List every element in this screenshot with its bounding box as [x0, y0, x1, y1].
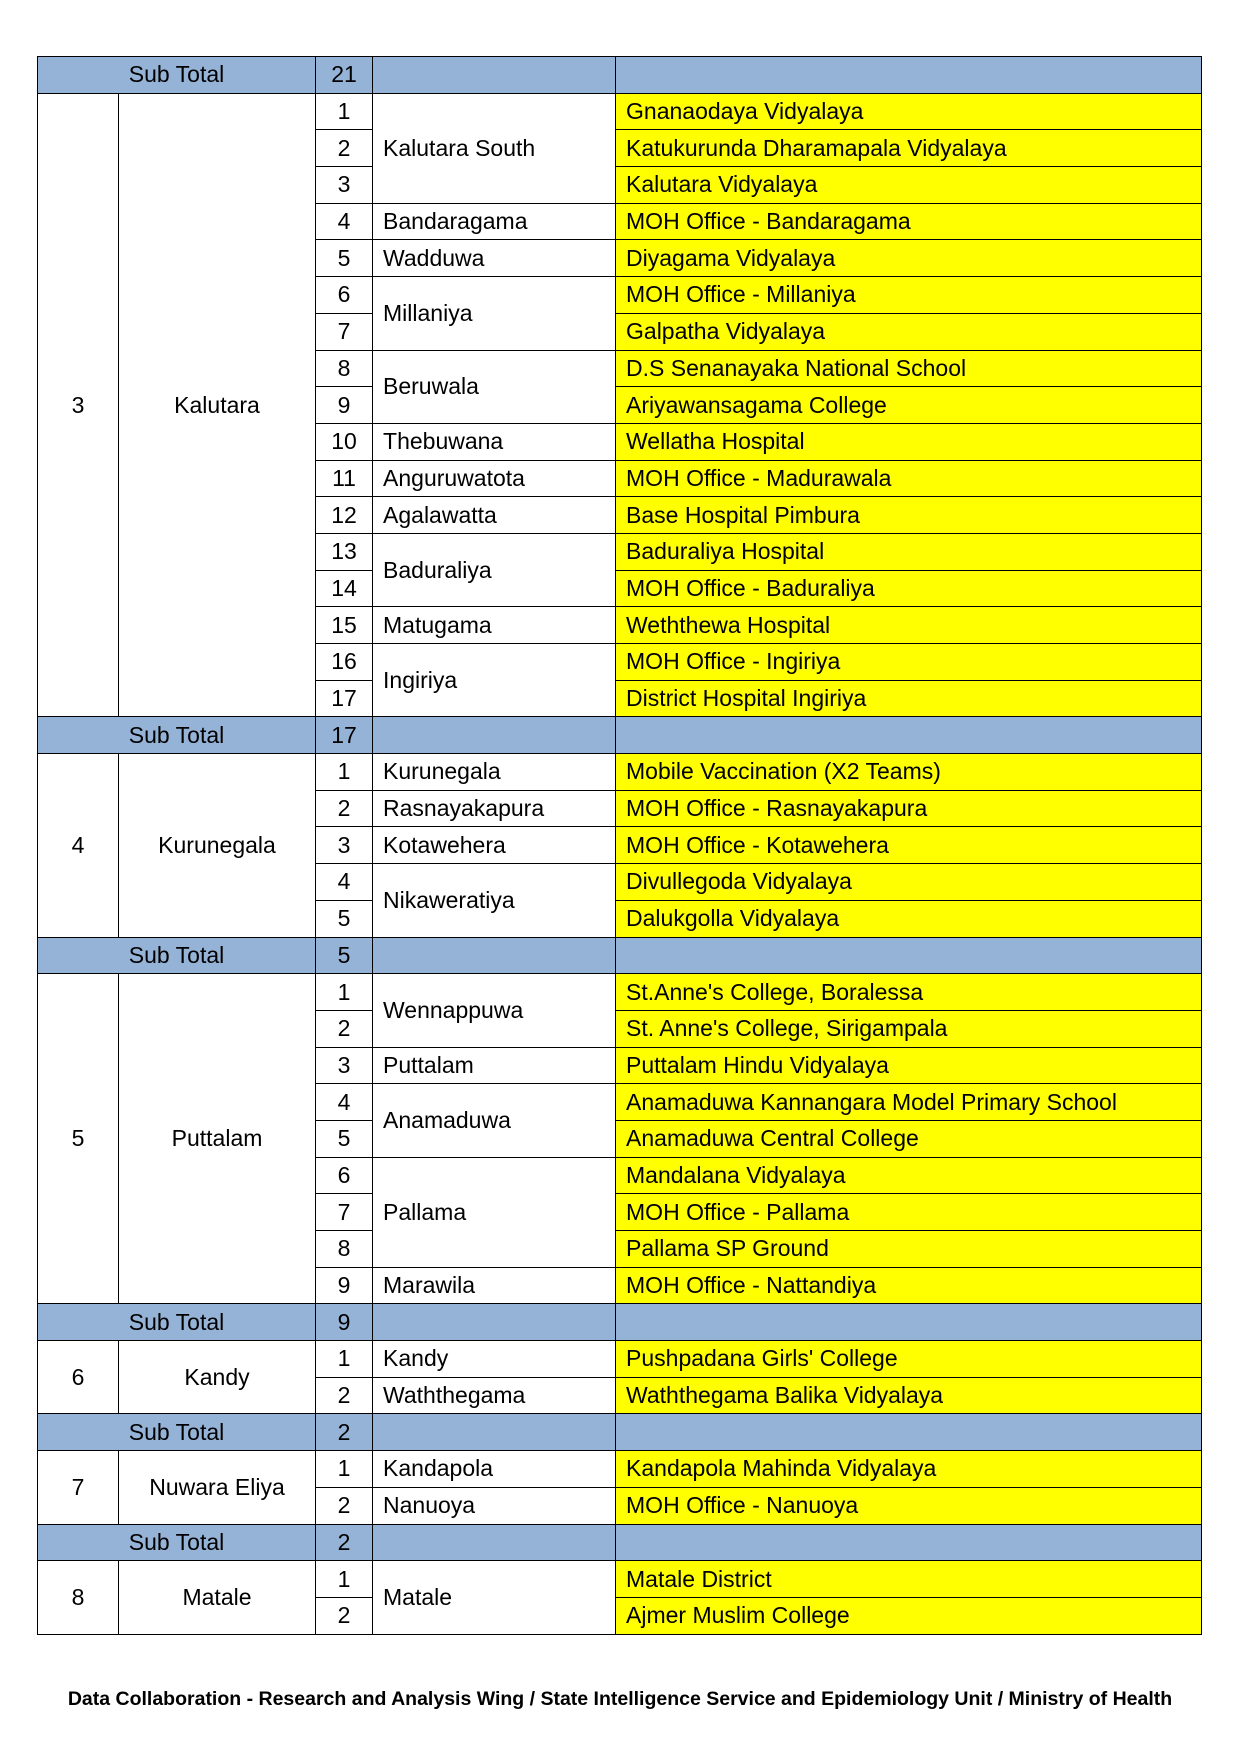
- entry-number: 4: [316, 864, 373, 901]
- district-number: 6: [38, 1341, 119, 1414]
- district-name: Puttalam: [119, 974, 316, 1304]
- district-name: Nuwara Eliya: [119, 1451, 316, 1524]
- entry-number: 17: [316, 680, 373, 717]
- subtotal-row: [38, 1304, 1202, 1341]
- entry-number: 3: [316, 827, 373, 864]
- subtotal-blank: [616, 1524, 1202, 1561]
- vaccination-venue: MOH Office - Nanuoya: [616, 1487, 1202, 1524]
- subtotal-count: 5: [316, 937, 373, 974]
- entry-number: 1: [316, 93, 373, 130]
- entry-number: 2: [316, 1487, 373, 1524]
- district-name: Kandy: [119, 1341, 316, 1414]
- entry-number: 3: [316, 167, 373, 204]
- entry-number: 6: [316, 1157, 373, 1194]
- subtotal-blank: [373, 57, 616, 94]
- entry-number: 12: [316, 497, 373, 534]
- table-row: [38, 1561, 1202, 1598]
- entry-number: 5: [316, 900, 373, 937]
- subtotal-count: 2: [316, 1524, 373, 1561]
- table-row: [38, 754, 1202, 791]
- vaccination-centres-table: [37, 56, 1202, 1635]
- moh-area: Matugama: [373, 607, 616, 644]
- moh-area: Beruwala: [373, 350, 616, 423]
- moh-area: Ingiriya: [373, 644, 616, 717]
- subtotal-count: 2: [316, 1414, 373, 1451]
- entry-number: 1: [316, 754, 373, 791]
- vaccination-venue: Wellatha Hospital: [616, 423, 1202, 460]
- subtotal-label: Sub Total: [38, 57, 316, 94]
- entry-number: 1: [316, 1341, 373, 1378]
- moh-area: Kandapola: [373, 1451, 616, 1488]
- entry-number: 16: [316, 644, 373, 681]
- entry-number: 2: [316, 1377, 373, 1414]
- vaccination-venue: MOH Office - Bandaragama: [616, 203, 1202, 240]
- entry-number: 1: [316, 974, 373, 1011]
- vaccination-venue: MOH Office - Rasnayakapura: [616, 790, 1202, 827]
- vaccination-venue: Baduraliya Hospital: [616, 533, 1202, 570]
- vaccination-venue: Waththegama Balika Vidyalaya: [616, 1377, 1202, 1414]
- moh-area: Kotawehera: [373, 827, 616, 864]
- moh-area: Rasnayakapura: [373, 790, 616, 827]
- vaccination-venue: Gnanaodaya Vidyalaya: [616, 93, 1202, 130]
- district-number: 5: [38, 974, 119, 1304]
- vaccination-venue: Anamaduwa Central College: [616, 1120, 1202, 1157]
- subtotal-label: Sub Total: [38, 1304, 316, 1341]
- entry-number: 11: [316, 460, 373, 497]
- vaccination-venue: St.Anne's College, Boralessa: [616, 974, 1202, 1011]
- subtotal-blank: [373, 717, 616, 754]
- vaccination-venue: Divullegoda Vidyalaya: [616, 864, 1202, 901]
- subtotal-blank: [616, 717, 1202, 754]
- vaccination-venue: MOH Office - Pallama: [616, 1194, 1202, 1231]
- vaccination-venue: D.S Senanayaka National School: [616, 350, 1202, 387]
- subtotal-row: [38, 1414, 1202, 1451]
- entry-number: 7: [316, 313, 373, 350]
- moh-area: Nanuoya: [373, 1487, 616, 1524]
- moh-area: Kurunegala: [373, 754, 616, 791]
- entry-number: 2: [316, 1597, 373, 1634]
- vaccination-venue: Ariyawansagama College: [616, 387, 1202, 424]
- vaccination-venue: Matale District: [616, 1561, 1202, 1598]
- vaccination-venue: Base Hospital Pimbura: [616, 497, 1202, 534]
- entry-number: 2: [316, 130, 373, 167]
- entry-number: 1: [316, 1451, 373, 1488]
- entry-number: 4: [316, 203, 373, 240]
- vaccination-venue: St. Anne's College, Sirigampala: [616, 1010, 1202, 1047]
- subtotal-label: Sub Total: [38, 1414, 316, 1451]
- table-row: [38, 93, 1202, 130]
- subtotal-blank: [373, 1304, 616, 1341]
- entry-number: 1: [316, 1561, 373, 1598]
- footer-credit: Data Collaboration - Research and Analysis Wing / State Intelligence Service and Epidemiology Unit / Ministry of Health: [67, 1688, 1173, 1710]
- entry-number: 5: [316, 240, 373, 277]
- subtotal-label: Sub Total: [38, 1524, 316, 1561]
- moh-area: Kandy: [373, 1341, 616, 1378]
- vaccination-venue: Dalukgolla Vidyalaya: [616, 900, 1202, 937]
- vaccination-venue: Mandalana Vidyalaya: [616, 1157, 1202, 1194]
- vaccination-venue: Diyagama Vidyalaya: [616, 240, 1202, 277]
- entry-number: 7: [316, 1194, 373, 1231]
- subtotal-row: [38, 1524, 1202, 1561]
- moh-area: Puttalam: [373, 1047, 616, 1084]
- subtotal-count: 9: [316, 1304, 373, 1341]
- vaccination-venue: Galpatha Vidyalaya: [616, 313, 1202, 350]
- vaccination-venue: Puttalam Hindu Vidyalaya: [616, 1047, 1202, 1084]
- entry-number: 2: [316, 790, 373, 827]
- moh-area: Bandaragama: [373, 203, 616, 240]
- district-name: Kurunegala: [119, 754, 316, 937]
- district-number: 4: [38, 754, 119, 937]
- vaccination-venue: MOH Office - Ingiriya: [616, 644, 1202, 681]
- vaccination-venue: MOH Office - Kotawehera: [616, 827, 1202, 864]
- subtotal-row: [38, 717, 1202, 754]
- subtotal-count: 17: [316, 717, 373, 754]
- table-row: [38, 974, 1202, 1011]
- district-number: 7: [38, 1451, 119, 1524]
- moh-area: Wadduwa: [373, 240, 616, 277]
- moh-area: Matale: [373, 1561, 616, 1634]
- subtotal-blank: [373, 937, 616, 974]
- table-row: [38, 1341, 1202, 1378]
- moh-area: Thebuwana: [373, 423, 616, 460]
- moh-area: Wennappuwa: [373, 974, 616, 1047]
- subtotal-blank: [616, 1414, 1202, 1451]
- subtotal-label: Sub Total: [38, 717, 316, 754]
- vaccination-venue: Pushpadana Girls' College: [616, 1341, 1202, 1378]
- table-row: [38, 1451, 1202, 1488]
- vaccination-venue: Kandapola Mahinda Vidyalaya: [616, 1451, 1202, 1488]
- vaccination-venue: MOH Office - Nattandiya: [616, 1267, 1202, 1304]
- subtotal-label: Sub Total: [38, 937, 316, 974]
- moh-area: Kalutara South: [373, 93, 616, 203]
- moh-area: Anamaduwa: [373, 1084, 616, 1157]
- vaccination-venue: District Hospital Ingiriya: [616, 680, 1202, 717]
- vaccination-venue: Weththewa Hospital: [616, 607, 1202, 644]
- subtotal-blank: [616, 937, 1202, 974]
- entry-number: 6: [316, 277, 373, 314]
- vaccination-venue: Katukurunda Dharamapala Vidyalaya: [616, 130, 1202, 167]
- entry-number: 10: [316, 423, 373, 460]
- district-number: 3: [38, 93, 119, 717]
- vaccination-venue: Ajmer Muslim College: [616, 1597, 1202, 1634]
- vaccination-venue: MOH Office - Baduraliya: [616, 570, 1202, 607]
- subtotal-blank: [373, 1524, 616, 1561]
- subtotal-row: [38, 57, 1202, 94]
- moh-area: Millaniya: [373, 277, 616, 350]
- moh-area: Baduraliya: [373, 533, 616, 606]
- vaccination-venue: Anamaduwa Kannangara Model Primary School: [616, 1084, 1202, 1121]
- vaccination-venue: Kalutara Vidyalaya: [616, 167, 1202, 204]
- subtotal-blank: [616, 1304, 1202, 1341]
- entry-number: 14: [316, 570, 373, 607]
- entry-number: 9: [316, 387, 373, 424]
- entry-number: 8: [316, 350, 373, 387]
- vaccination-venue: MOH Office - Madurawala: [616, 460, 1202, 497]
- vaccination-venue: Pallama SP Ground: [616, 1231, 1202, 1268]
- moh-area: Pallama: [373, 1157, 616, 1267]
- vaccination-venue: Mobile Vaccination (X2 Teams): [616, 754, 1202, 791]
- subtotal-blank: [373, 1414, 616, 1451]
- entry-number: 3: [316, 1047, 373, 1084]
- vaccination-venue: MOH Office - Millaniya: [616, 277, 1202, 314]
- district-name: Kalutara: [119, 93, 316, 717]
- entry-number: 9: [316, 1267, 373, 1304]
- entry-number: 5: [316, 1120, 373, 1157]
- subtotal-row: [38, 937, 1202, 974]
- moh-area: Agalawatta: [373, 497, 616, 534]
- moh-area: Nikaweratiya: [373, 864, 616, 937]
- district-number: 8: [38, 1561, 119, 1634]
- moh-area: Marawila: [373, 1267, 616, 1304]
- entry-number: 8: [316, 1231, 373, 1268]
- entry-number: 13: [316, 533, 373, 570]
- entry-number: 4: [316, 1084, 373, 1121]
- subtotal-count: 21: [316, 57, 373, 94]
- subtotal-blank: [616, 57, 1202, 94]
- moh-area: Waththegama: [373, 1377, 616, 1414]
- district-name: Matale: [119, 1561, 316, 1634]
- moh-area: Anguruwatota: [373, 460, 616, 497]
- entry-number: 2: [316, 1010, 373, 1047]
- entry-number: 15: [316, 607, 373, 644]
